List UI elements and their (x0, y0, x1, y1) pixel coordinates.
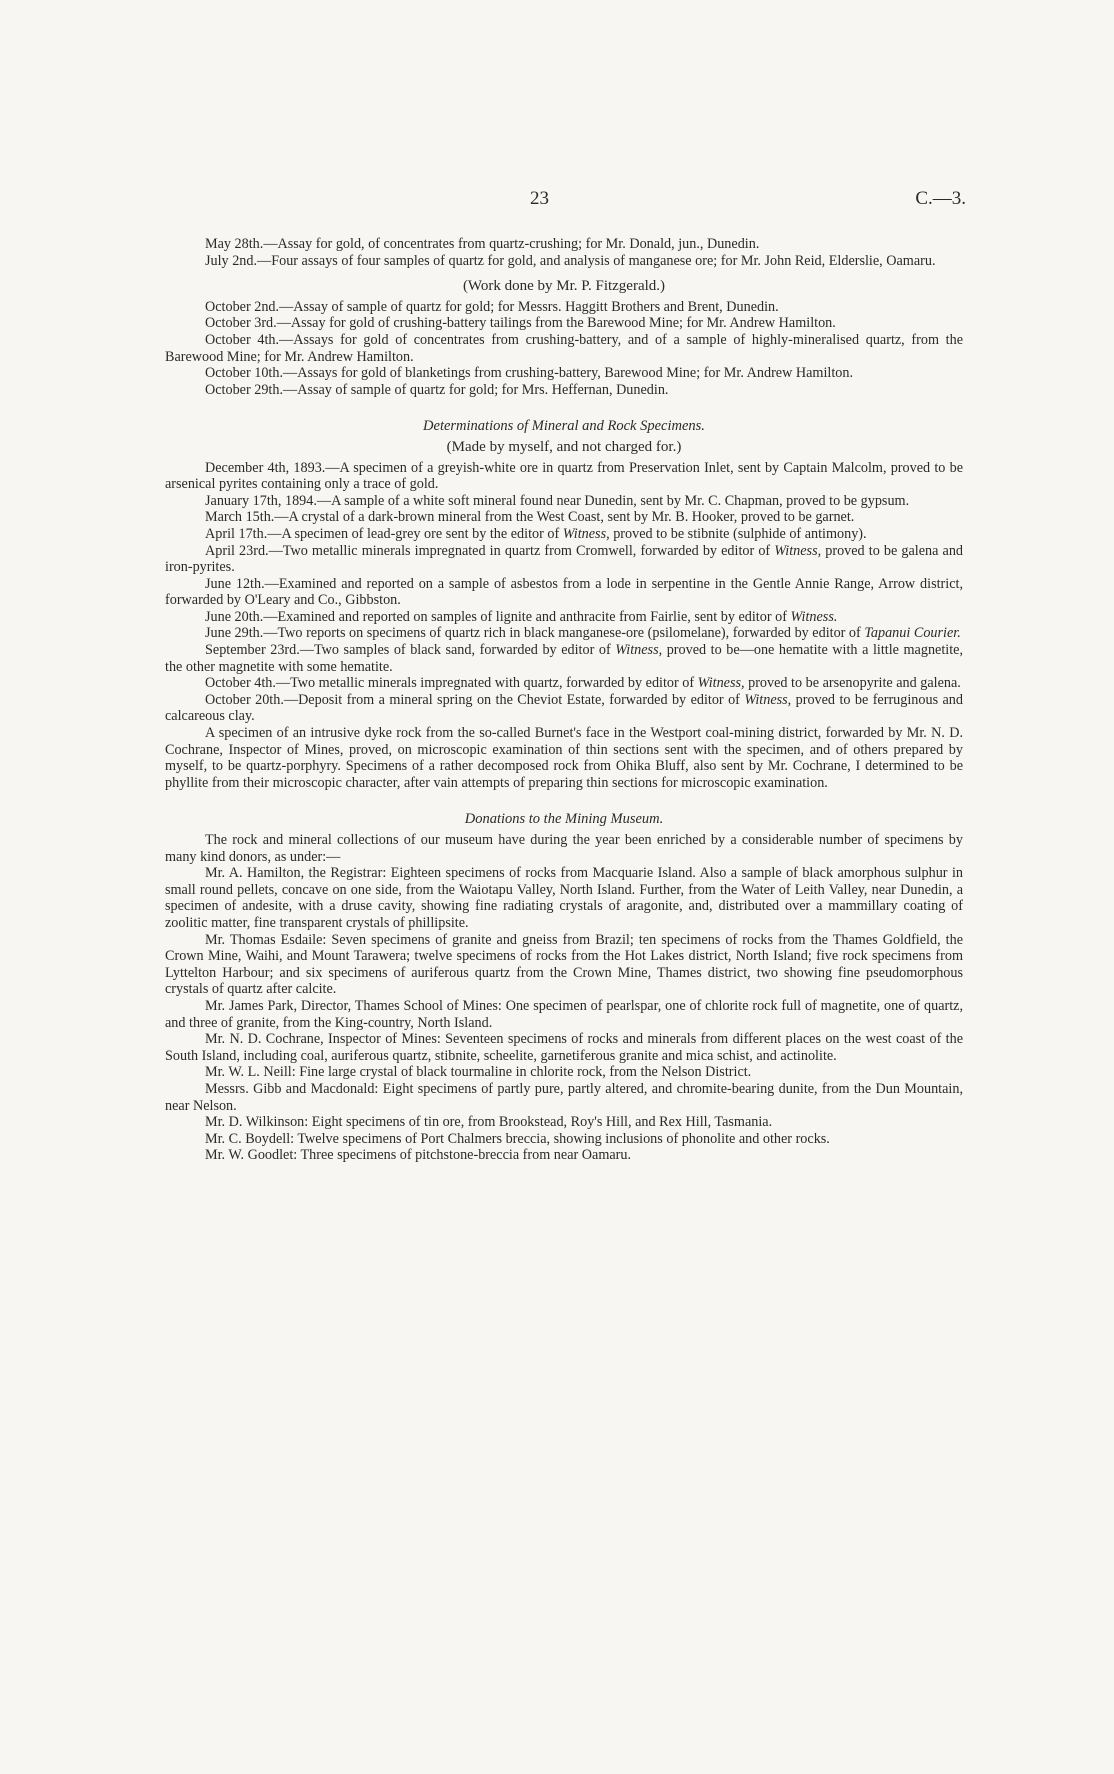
determination-entry: April 17th.—A specimen of lead-grey ore sent by the editor of Witness, proved to be stibnite (sulphide of antimony). (205, 525, 867, 542)
donation-entry: Mr. D. Wilkinson: Eight specimens of tin ore, from Brookstead, Roy's Hill, and Rex Hill, Tasmania. (205, 1114, 773, 1131)
determinations-title: Determinations of Mineral and Rock Specimens. (423, 418, 705, 435)
determination-entry: June 29th.—Two reports on specimens of quartz rich in black manganese-ore (psilomelane), forwarded by editor of Tapanui Courier. (205, 625, 961, 642)
page-body (165, 236, 963, 1164)
fitzgerald-heading: (Work done by Mr. P. Fitzgerald.) (462, 278, 666, 295)
determination-entry: A specimen of an intrusive dyke rock from the so-called Burnet's face in the Westport coal-mining district, forwarded by Mr. N. D. Cochrane, Inspector of Mines, proved, on microscopic examination of thin sections sent with the specimen, and of others prepared by myself, to be quartz-porphyry. Specimens of a rather decomposed rock from Ohika Bluff, also sent by Mr. Cochrane, I determined to be phyllite from their microscopic character, after vain attempts of preparing thin sections for microscopic examination. (165, 725, 963, 791)
determination-entry: January 17th, 1894.—A sample of a white soft mineral found near Dunedin, sent by Mr. C. Chapman, proved to be gypsum. (205, 492, 910, 509)
document-reference: C.—3. (915, 188, 966, 209)
donation-entry: Mr. N. D. Cochrane, Inspector of Mines: Seventeen specimens of rocks and minerals from different places on the west coast of the South Island, including coal, auriferous quartz, stibnite, scheelite, garnetiferous granite and mica schist, and actinolite. (165, 1031, 963, 1064)
donation-entry: Mr. James Park, Director, Thames School of Mines: One specimen of pearlspar, one of chlorite rock full of magnetite, one of quartz, and three of granite, from the King-country, North Island. (165, 997, 963, 1031)
determination-entry: June 20th.—Examined and reported on samples of lignite and anthracite from Fairlie, sent by editor of Witness. (205, 608, 838, 625)
determinations-subtitle: (Made by myself, and not charged for.) (446, 438, 682, 455)
determination-entry: March 15th.—A crystal of a dark-brown mineral from the West Coast, sent by Mr. B. Hooker, proved to be garnet. (205, 509, 855, 526)
donation-entry: Messrs. Gibb and Macdonald: Eight specimens of partly pure, partly altered, and chromite-bearing dunite, from the Dun Mountain, near Nelson. (165, 1080, 963, 1114)
page-number: 23 (530, 188, 549, 209)
donation-entry: Mr. A. Hamilton, the Registrar: Eighteen specimens of rocks from Macquarie Island. Also a sample of black amorphous sulphur in small round pellets, concave on one side, from the Waiotapu Valley, North Island. Further, from the Water of Leith Valley, near Dunedin, a specimen of andesite, with a druse cavity, showing fine radiating crystals of aragonite, and, distributed over a mammillary coating of zoolitic matter, fine transparent crystals of phillipsite. (165, 865, 963, 931)
donations-title: Donations to the Mining Museum. (464, 811, 664, 828)
assay-entry: May 28th.—Assay for gold, of concentrates from quartz-crushing; for Mr. Donald, jun., Dunedin. (205, 236, 760, 252)
determination-entry: April 23rd.—Two metallic minerals impregnated in quartz from Cromwell, forwarded by editor of Witness, proved to be galena and iron-pyrites. (165, 542, 964, 576)
assay-entry: October 29th.—Assay of sample of quartz for gold; for Mrs. Heffernan, Dunedin. (205, 381, 669, 398)
assay-entry: October 10th.—Assays for gold of blanketings from crushing-battery, Barewood Mine; for Mr. Andrew Hamilton. (205, 365, 854, 382)
determination-entry: December 4th, 1893.—A specimen of a greyish-white ore in quartz from Preservation Inlet, sent by Captain Malcolm, proved to be arsenical pyrites containing only a trace of gold. (165, 459, 963, 493)
determination-entry: October 20th.—Deposit from a mineral spring on the Cheviot Estate, forwarded by editor of Witness, proved to be ferruginous and calcareous clay. (165, 691, 963, 725)
donation-entry: Mr. W. Goodlet: Three specimens of pitchstone-breccia from near Oamaru. (205, 1147, 632, 1164)
determination-entry: September 23rd.—Two samples of black sand, forwarded by editor of Witness, proved to be—one hematite with a little magnetite, the other magnetite with some hematite. (165, 642, 964, 675)
determination-entry: October 4th.—Two metallic minerals impregnated with quartz, forwarded by editor of Witness, proved to be arsenopyrite and galena. (205, 675, 961, 692)
donation-entry: Mr. W. L. Neill: Fine large crystal of black tourmaline in chlorite rock, from the Nelson District. (205, 1064, 752, 1081)
page-header (0, 188, 1114, 216)
donation-entry: The rock and mineral collections of our museum have during the year been enriched by a considerable number of specimens by many kind donors, as under:— (165, 832, 963, 865)
assay-entry: October 2nd.—Assay of sample of quartz for gold; for Messrs. Haggitt Brothers and Brent, Dunedin. (205, 298, 779, 315)
assay-entry: October 4th.—Assays for gold of concentrates from crushing-battery, and of a sample of highly-mineralised quartz, from the Barewood Mine; for Mr. Andrew Hamilton. (165, 331, 963, 365)
donation-entry: Mr. Thomas Esdaile: Seven specimens of granite and gneiss from Brazil; ten specimens of rocks from the Thames Goldfield, the Crown Mine, Waihi, and Mount Tarawera; twelve specimens of rocks from the Hot Lakes district, North Island; five rock specimens from Lyttelton Harbour; and six specimens of auriferous quartz from the Crown Mine, Thames district, two showing fine pseudomorphous crystals of quartz after calcite. (165, 931, 963, 998)
assay-entry: July 2nd.—Four assays of four samples of quartz for gold, and analysis of manganese ore; for Mr. John Reid, Elderslie, Oamaru. (205, 252, 936, 269)
donation-entry: Mr. C. Boydell: Twelve specimens of Port Chalmers breccia, showing inclusions of phonolite and other rocks. (205, 1130, 830, 1147)
assay-entry: October 3rd.—Assay for gold of crushing-battery tailings from the Barewood Mine; for Mr. Andrew Hamilton. (205, 315, 836, 332)
determination-entry: June 12th.—Examined and reported on a sample of asbestos from a lode in serpentine in the Gentle Annie Range, Arrow district, forwarded by O'Leary and Co., Gibbston. (165, 575, 963, 609)
